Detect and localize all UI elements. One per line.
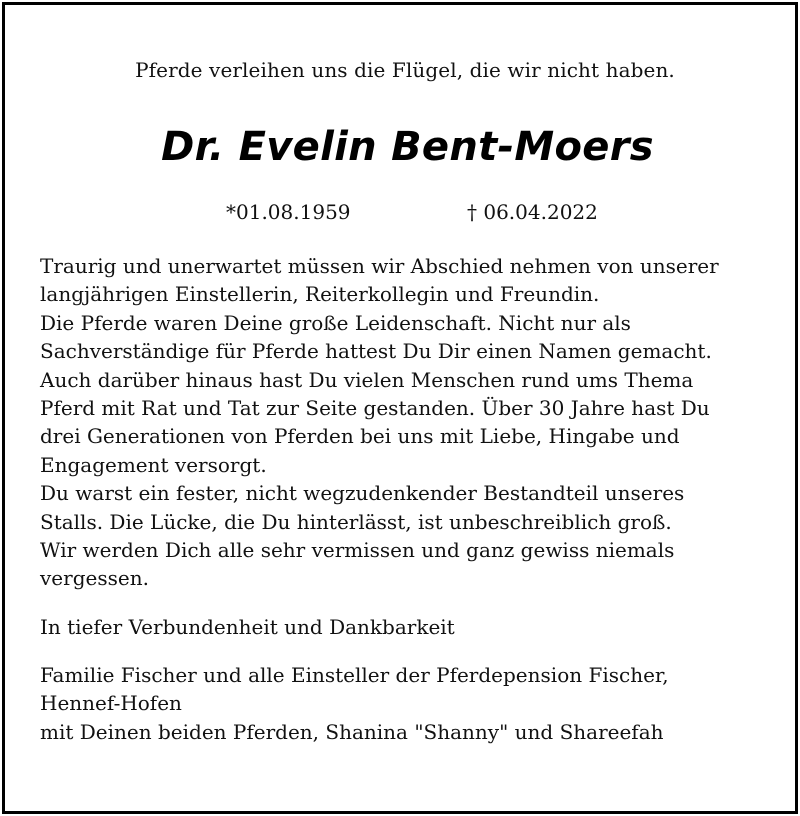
signature-line: Hennef-Hofen [40, 691, 182, 716]
message-line: Wir werden Dich alle sehr vermissen und ganz gewiss niemals [40, 537, 675, 562]
paragraph-gap [40, 641, 780, 661]
birth-date: *01.08.1959 [226, 200, 351, 224]
message-paragraph [40, 252, 780, 593]
signature-block [40, 661, 780, 746]
signature-line: mit Deinen beiden Pferden, Shanina "Shanny" und Shareefah [40, 719, 664, 744]
message-line: Pferd mit Rat und Tat zur Seite gestanden. Über 30 Jahre hast Du [40, 395, 710, 420]
motto-quote: Pferde verleihen uns die Flügel, die wir nicht haben. [135, 58, 675, 82]
message-line: Engagement versorgt. [40, 452, 267, 477]
message-line: Sachverständige für Pferde hattest Du Dir einen Namen gemacht. [40, 339, 712, 364]
life-dates [0, 200, 800, 230]
message-line: Stalls. Die Lücke, die Du hinterlässt, ist unbeschreiblich groß. [40, 509, 672, 534]
message-line: langjährigen Einstellerin, Reiterkollegin und Freundin. [40, 282, 600, 307]
message-line: Die Pferde waren Deine große Leidenschaft. Nicht nur als [40, 310, 631, 335]
signature-line: Familie Fischer und alle Einsteller der Pferdepension Fischer, [40, 663, 669, 688]
message-line: vergessen. [40, 566, 149, 591]
message-line: Auch darüber hinaus hast Du vielen Menschen rund ums Thema [40, 367, 694, 392]
closing-line: In tiefer Verbundenheit und Dankbarkeit [40, 614, 455, 639]
notice-body [40, 252, 780, 746]
message-line: drei Generationen von Pferden bei uns mit Liebe, Hingabe und [40, 424, 680, 449]
deceased-name: Dr. Evelin Bent-Moers [161, 124, 654, 170]
death-date: † 06.04.2022 [467, 200, 598, 224]
paragraph-gap [40, 593, 780, 613]
message-line: Traurig und unerwartet müssen wir Abschied nehmen von unserer [40, 254, 719, 278]
message-line: Du warst ein fester, nicht wegzudenkender Bestandteil unseres [40, 481, 685, 506]
